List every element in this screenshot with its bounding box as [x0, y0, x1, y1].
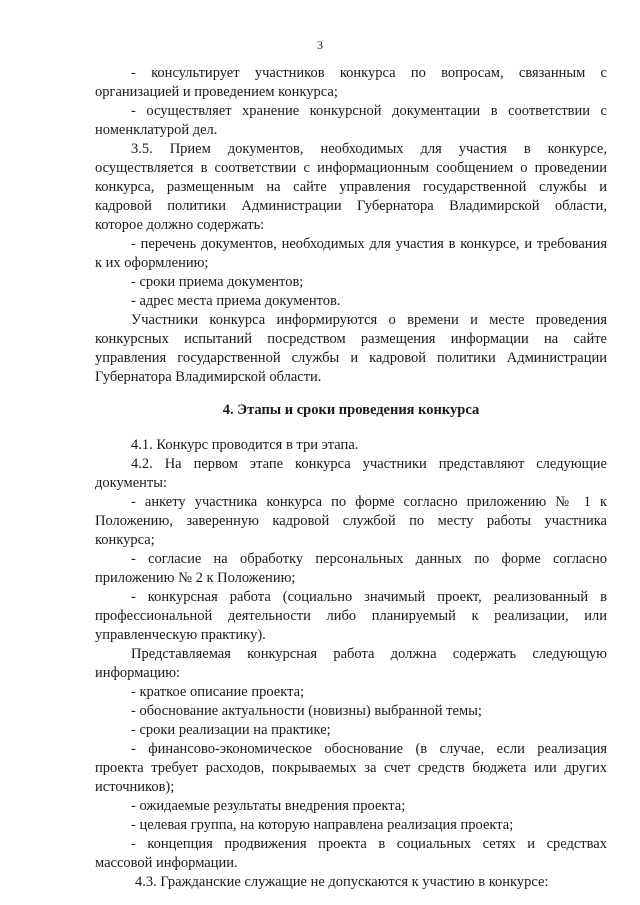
text-line: осуществляется в соответствии с информационным сообщением о проведении — [95, 160, 607, 176]
text-line: которое должно содержать: — [95, 217, 265, 233]
text-line: 4.2. На первом этапе конкурса участники представляют следующие — [131, 456, 607, 472]
text-line: управленческую практику). — [95, 627, 266, 643]
text-line: - согласие на обработку персональных данных по форме согласно — [131, 551, 607, 567]
text-line: к их оформлению; — [95, 255, 209, 271]
text-line: информацию: — [95, 665, 181, 681]
text-line: профессиональной деятельности либо планируемый к реализации, или — [95, 608, 607, 624]
text-line: конкурсных испытаний посредством размещения информации на сайте — [95, 331, 607, 347]
text-line: - осуществляет хранение конкурсной документации в соответствии с — [131, 103, 607, 119]
text-line: конкурса, размещенным на сайте управления государственной службы и — [95, 179, 607, 195]
text-line: документы: — [95, 475, 168, 491]
text-line: - обоснование актуальности (новизны) выбранной темы; — [131, 703, 482, 719]
text-line: - краткое описание проекта; — [131, 684, 305, 700]
text-line: массовой информации. — [95, 855, 238, 871]
text-line: номенклатурой дел. — [95, 122, 218, 138]
text-line: - перечень документов, необходимых для участия в конкурсе, и требования — [131, 236, 607, 252]
text-line: - ожидаемые результаты внедрения проекта; — [131, 798, 406, 814]
text-line: Представляемая конкурсная работа должна содержать следующую — [131, 646, 607, 662]
section-heading: 4. Этапы и сроки проведения конкурса — [222, 402, 480, 418]
text-line: конкурса; — [95, 532, 155, 548]
text-line: проекта требует расходов, покрываемых за счет средств бюджета или других — [95, 760, 607, 776]
text-line: Положению, заверенную кадровой службой по месту работы участника — [95, 513, 607, 529]
text-line: источников); — [95, 779, 175, 795]
text-line: приложению № 2 к Положению; — [95, 570, 296, 586]
text-line: - конкурсная работа (социально значимый проект, реализованный в — [131, 589, 607, 605]
text-line: - финансово-экономическое обоснование (в случае, если реализация — [131, 741, 607, 757]
document-body — [95, 64, 607, 892]
text-line: - адрес места приема документов. — [131, 293, 341, 309]
text-line: управления государственной службы и кадровой политики Администрации — [95, 350, 607, 366]
text-line: - анкету участника конкурса по форме согласно приложению № 1 к — [131, 494, 607, 510]
text-line: Участники конкурса информируются о времени и месте проведения — [131, 312, 607, 328]
text-line: - сроки реализации на практике; — [131, 722, 331, 738]
text-line: 4.3. Гражданские служащие не допускаются к участию в конкурсе: — [135, 874, 549, 890]
text-line: 4.1. Конкурс проводится в три этапа. — [131, 437, 359, 453]
text-line: - целевая группа, на которую направлена реализация проекта; — [131, 817, 514, 833]
text-line: 3.5. Прием документов, необходимых для участия в конкурсе, — [131, 141, 607, 157]
text-line: кадровой политики Администрации Губернатора Владимирской области, — [95, 198, 607, 214]
text-line: - сроки приема документов; — [131, 274, 304, 290]
text-line: - концепция продвижения проекта в социальных сетях и средствах — [131, 836, 607, 852]
text-line: - консультирует участников конкурса по вопросам, связанным с — [131, 65, 607, 81]
page-number: 3 — [317, 38, 323, 52]
text-line: организацией и проведением конкурса; — [95, 84, 338, 100]
text-line: Губернатора Владимирской области. — [95, 369, 322, 385]
